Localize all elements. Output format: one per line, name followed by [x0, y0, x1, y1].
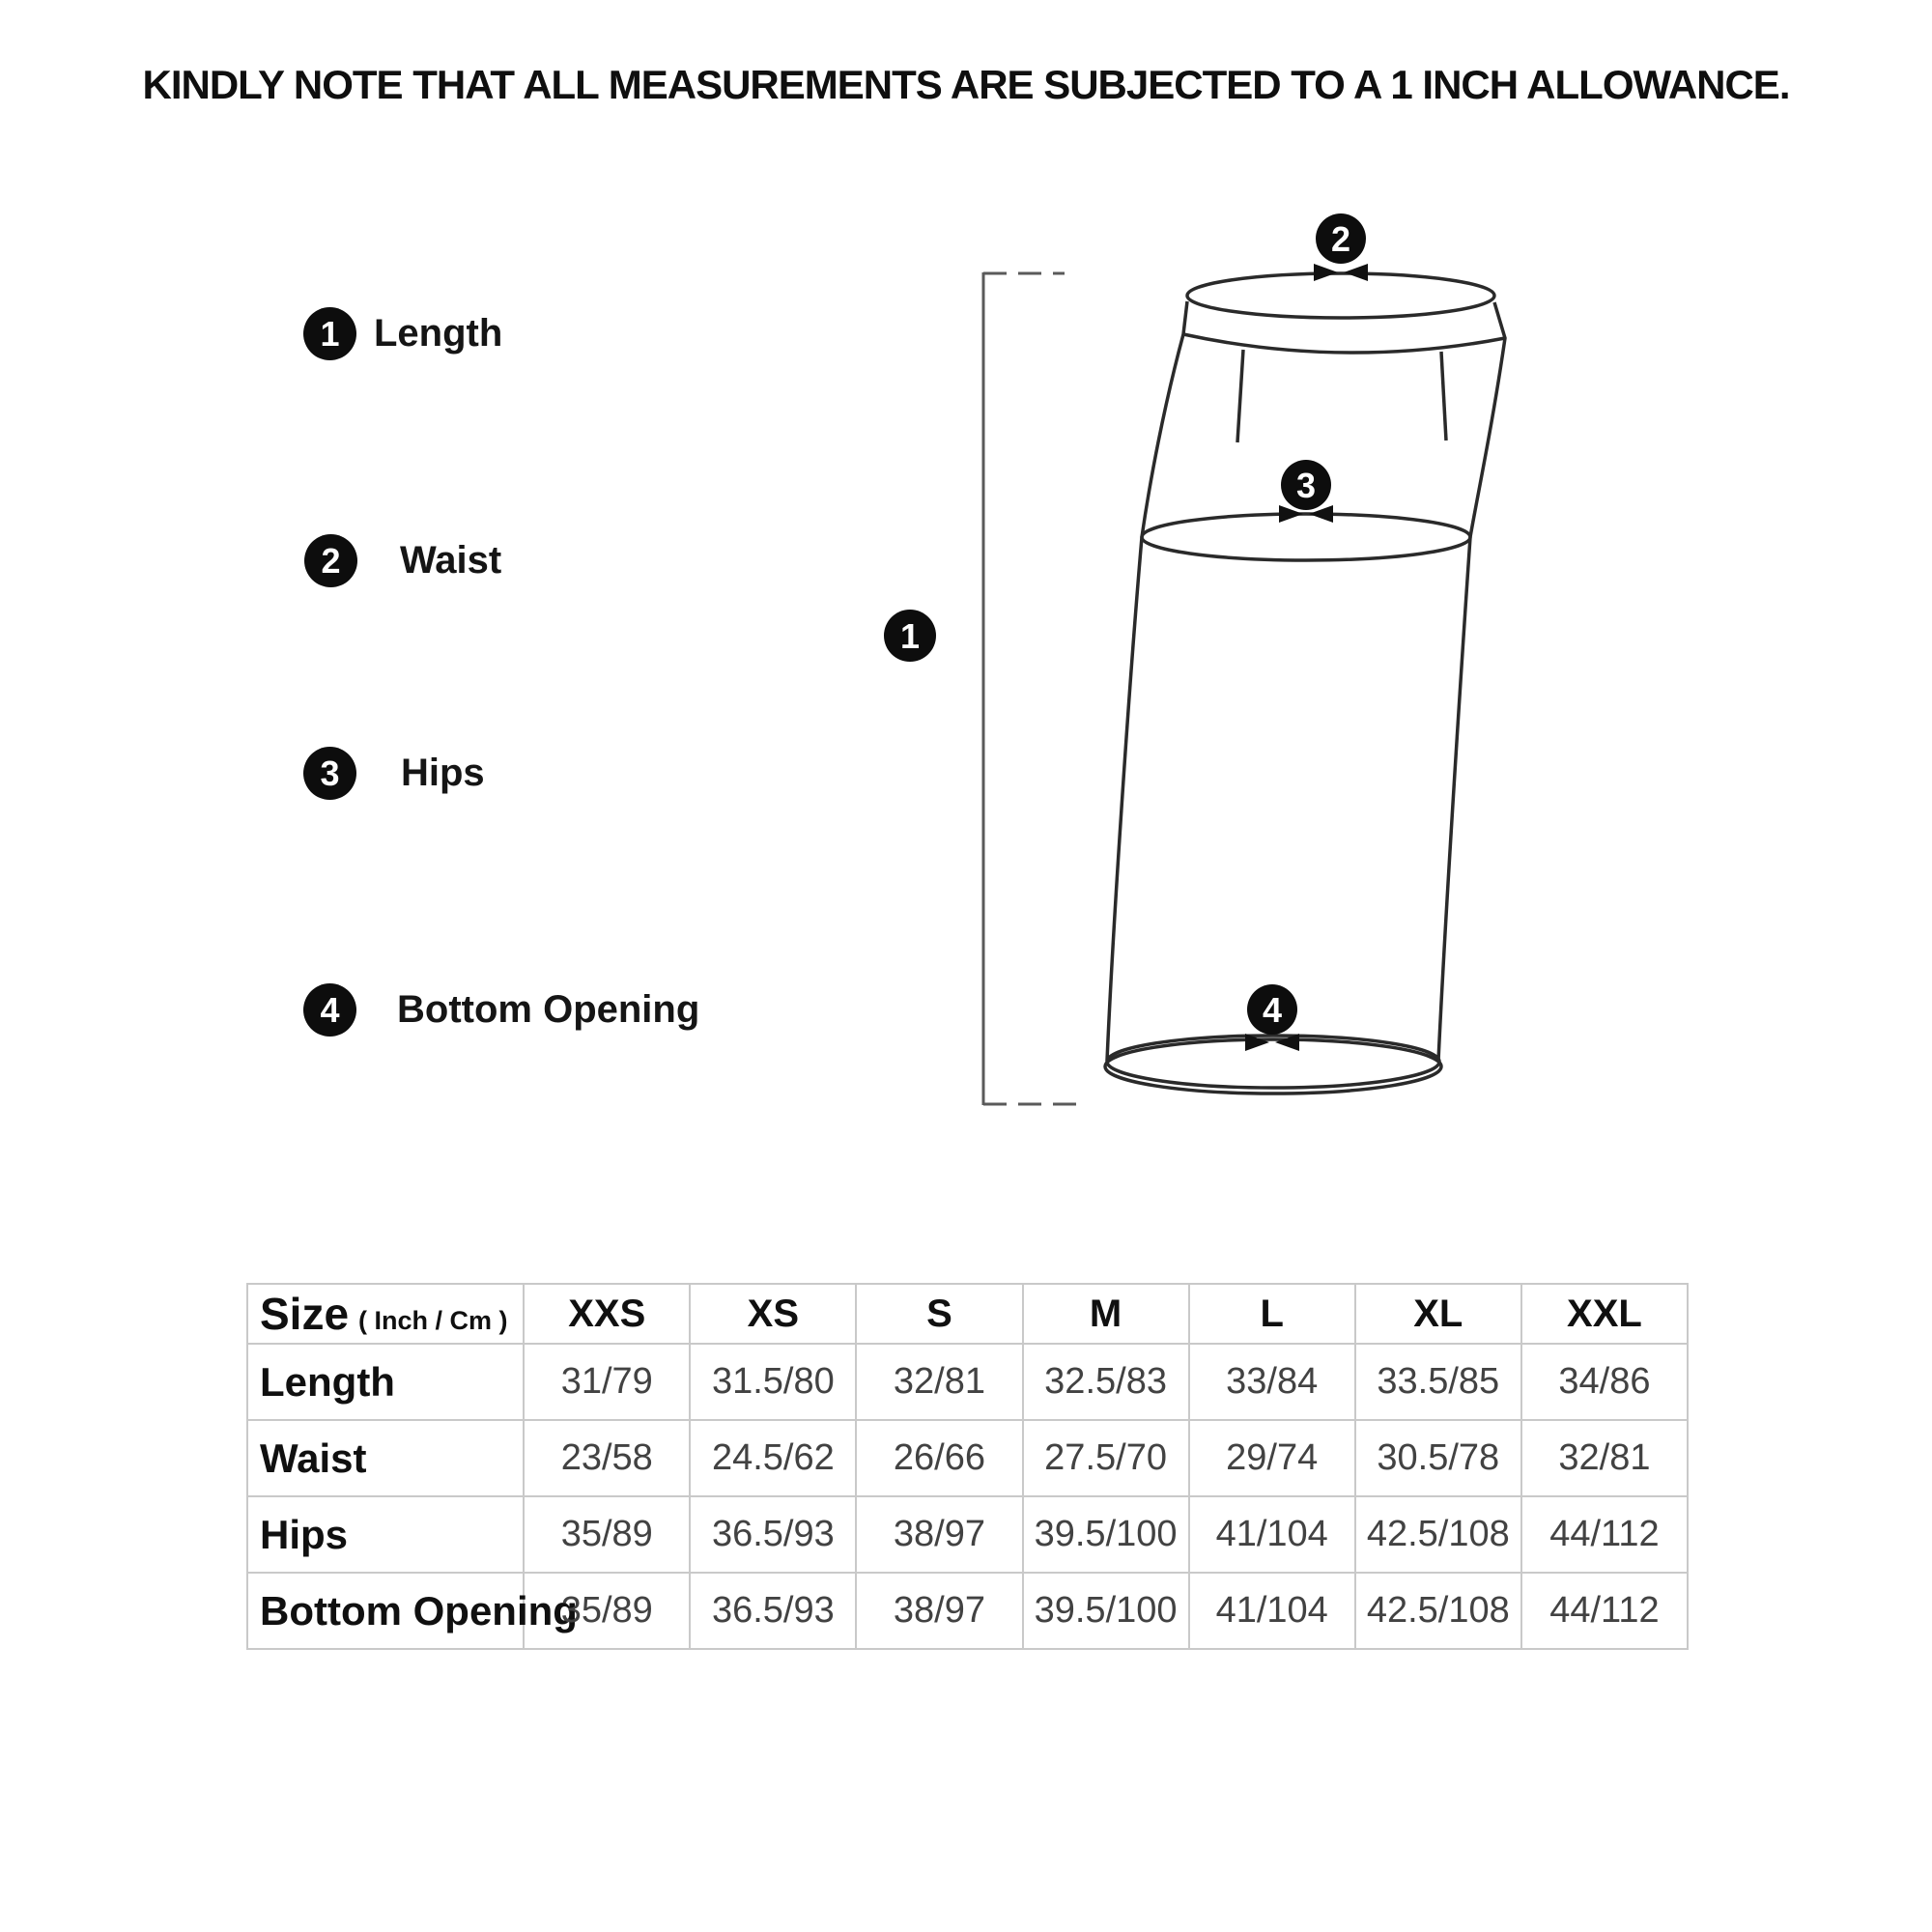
table-cell: 41/104: [1189, 1496, 1355, 1573]
legend-label-hips: Hips: [401, 752, 485, 794]
table-cell: 36.5/93: [690, 1496, 856, 1573]
legend-label-bottom-opening: Bottom Opening: [397, 988, 700, 1031]
table-cell: 27.5/70: [1023, 1420, 1189, 1496]
marker-waist: [1314, 213, 1368, 281]
table-cell: 32/81: [1521, 1420, 1688, 1496]
marker-number-1: 1: [899, 616, 921, 656]
table-row-length: [247, 1344, 1688, 1420]
unit-label: ( Inch / Cm ): [358, 1306, 508, 1335]
marker-number-4: 4: [1262, 990, 1283, 1030]
column-header-xl: XL: [1355, 1284, 1521, 1344]
legend-badge-3: 3: [303, 747, 356, 800]
table-row-waist: [247, 1420, 1688, 1496]
table-cell: 44/112: [1521, 1496, 1688, 1573]
length-bracket: [983, 272, 1087, 1105]
size-table: [246, 1283, 1689, 1650]
table-cell: 32/81: [856, 1344, 1022, 1420]
waistband-rim: [1187, 273, 1494, 318]
right-dart: [1441, 352, 1446, 440]
hem-line-outer: [1107, 1036, 1439, 1088]
table-cell: 35/89: [524, 1496, 690, 1573]
legend-label-length: Length: [374, 312, 503, 355]
table-cell: 41/104: [1189, 1573, 1355, 1649]
table-cell: 29/74: [1189, 1420, 1355, 1496]
waist-arrow-right-icon: [1314, 264, 1338, 281]
column-header-xxl: XXL: [1521, 1284, 1688, 1344]
column-header-xxs: XXS: [524, 1284, 690, 1344]
table-cell: 35/89: [524, 1573, 690, 1649]
table-cell: 38/97: [856, 1573, 1022, 1649]
right-seam: [1438, 302, 1505, 1061]
table-cell: 33.5/85: [1355, 1344, 1521, 1420]
table-row-bottom-opening: [247, 1573, 1688, 1649]
size-header-cell: [247, 1284, 524, 1344]
legend-badge-1: 1: [303, 307, 356, 360]
table-row-hips: [247, 1496, 1688, 1573]
table-cell: 32.5/83: [1023, 1344, 1189, 1420]
column-header-m: M: [1023, 1284, 1189, 1344]
waist-arrow-left-icon: [1344, 264, 1368, 281]
table-cell: 44/112: [1521, 1573, 1688, 1649]
left-dart: [1237, 350, 1243, 442]
left-seam: [1107, 301, 1187, 1061]
table-cell: 42.5/108: [1355, 1573, 1521, 1649]
table-cell: 33/84: [1189, 1344, 1355, 1420]
table-cell: 34/86: [1521, 1344, 1688, 1420]
marker-number-3: 3: [1295, 466, 1317, 505]
row-label-hips: Hips: [247, 1496, 524, 1573]
table-header-row: [247, 1284, 1688, 1344]
column-header-s: S: [856, 1284, 1022, 1344]
row-label-length: Length: [247, 1344, 524, 1420]
allowance-note: KINDLY NOTE THAT ALL MEASUREMENTS ARE SUBJECTED TO A 1 INCH ALLOWANCE.: [142, 62, 1790, 107]
marker-length: [884, 610, 936, 662]
legend-badge-4: 4: [303, 983, 356, 1037]
skirt-outline: [1105, 273, 1505, 1094]
table-cell: 36.5/93: [690, 1573, 856, 1649]
size-label: Size: [260, 1289, 350, 1339]
table-cell: 39.5/100: [1023, 1573, 1189, 1649]
table-cell: 26/66: [856, 1420, 1022, 1496]
column-header-l: L: [1189, 1284, 1355, 1344]
table-cell: 24.5/62: [690, 1420, 856, 1496]
row-label-bottom-opening: Bottom Opening: [247, 1573, 524, 1649]
table-cell: 23/58: [524, 1420, 690, 1496]
hip-line: [1142, 514, 1470, 560]
legend-label-waist: Waist: [400, 539, 502, 582]
table-cell: 39.5/100: [1023, 1496, 1189, 1573]
table-cell: 31/79: [524, 1344, 690, 1420]
column-header-xs: XS: [690, 1284, 856, 1344]
table-cell: 42.5/108: [1355, 1496, 1521, 1573]
table-cell: 30.5/78: [1355, 1420, 1521, 1496]
table-cell: 31.5/80: [690, 1344, 856, 1420]
marker-number-2: 2: [1330, 219, 1351, 259]
row-label-waist: Waist: [247, 1420, 524, 1496]
legend-badge-2: 2: [304, 534, 357, 587]
table-cell: 38/97: [856, 1496, 1022, 1573]
hem-line-inner: [1105, 1039, 1441, 1094]
waistband-bottom-seam: [1183, 334, 1505, 353]
